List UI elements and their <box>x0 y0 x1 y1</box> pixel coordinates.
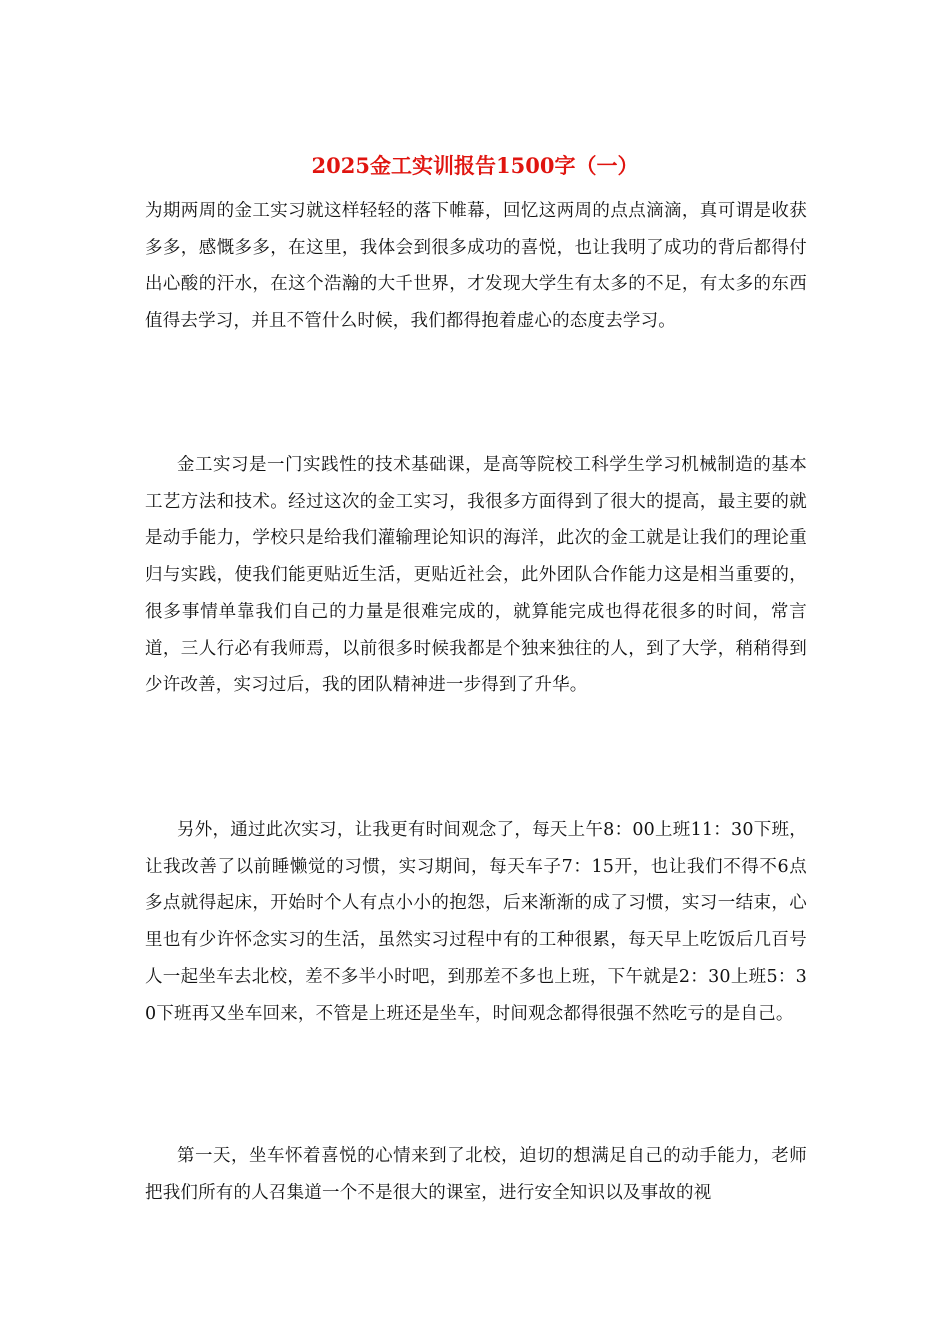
paragraph-2: 金工实习是一门实践性的技术基础课，是高等院校工科学生学习机械制造的基本工艺方法和技术。经过这次的金工实习，我很多方面得到了很大的提高，最主要的就是动手能力，学校只是给我们灌输理论知识的海洋，此次的金工就是让我们的理论重归与实践，使我们能更贴近生活，更贴近社会，此外团队合作能力这是相当重要的，很多事情单靠我们自己的力量是很难完成的，就算能完成也得花很多的时间，常言道，三人行必有我师焉，以前很多时候我都是个独来独往的人，到了大学，稍稍得到少许改善，实习过后，我的团队精神进一步得到了升华。 <box>145 455 807 696</box>
document-title: 2025金工实训报告1500字（一） <box>311 153 639 178</box>
paragraph-4: 第一天，坐车怀着喜悦的心情来到了北校，迫切的想满足自己的动手能力，老师把我们所有的人召集道一个不是很大的课室，进行安全知识以及事故的视 <box>145 1146 807 1203</box>
paragraph-1: 为期两周的金工实习就这样轻轻的落下帷幕，回忆这两周的点点滴滴，真可谓是收获多多，感慨多多，在这里，我体会到很多成功的喜悦，也让我明了成功的背后都得付出心酸的汗水，在这个浩瀚的大千世界，才发现大学生有太多的不足，有太多的东西值得去学习，并且不管什么时候，我们都得抱着虚心的态度去学习。 <box>145 201 807 332</box>
paragraph-3: 另外，通过此次实习，让我更有时间观念了，每天上午8：00上班11：30下班，让我改善了以前睡懒觉的习惯，实习期间，每天车子7：15开，也让我们不得不6点多点就得起床，开始时个人有点小小的抱怨，后来渐渐的成了习惯，实习一结束，心里也有少许怀念实习的生活，虽然实习过程中有的工种很累，每天早上吃饭后几百号人一起坐车去北校，差不多半小时吧，到那差不多也上班，下午就是2：30上班5：30下班再又坐车回来，不管是上班还是坐车，时间观念都得很强不然吃亏的是自己。 <box>145 820 807 1024</box>
